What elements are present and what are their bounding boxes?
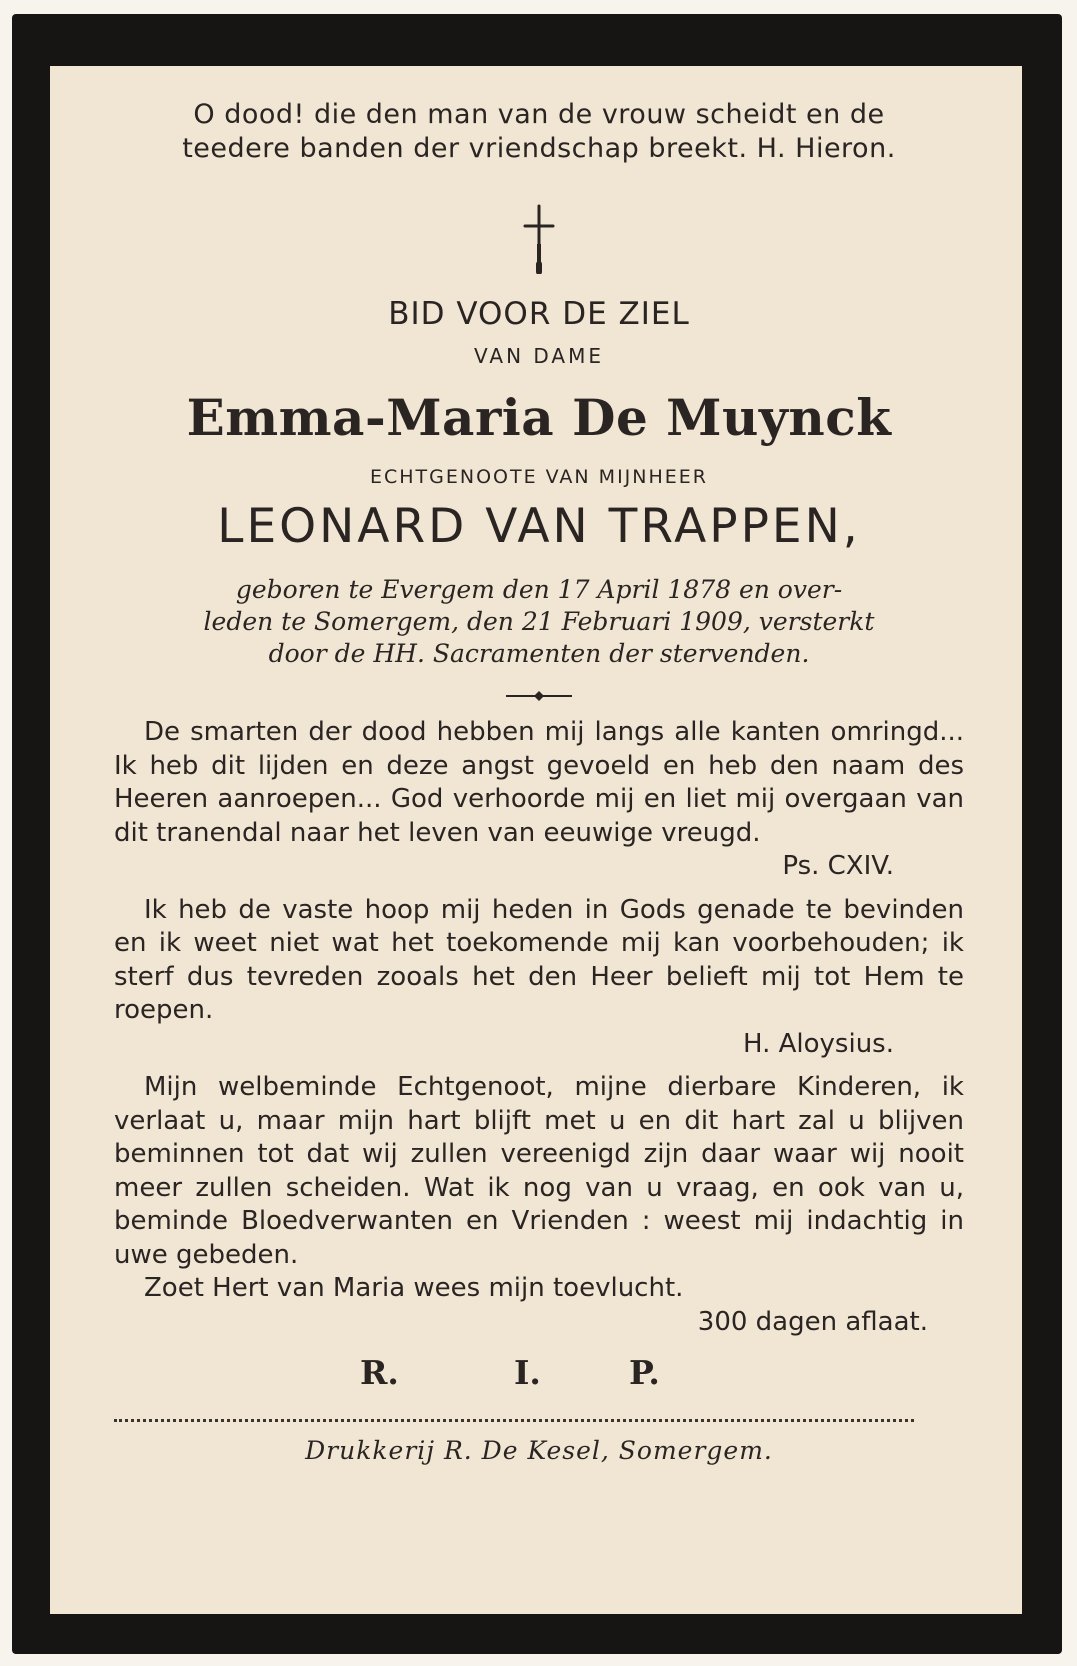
epigraph-line: O dood! die den man van de vrouw scheidt en de xyxy=(193,99,885,130)
prayer-text xyxy=(114,716,964,1339)
indulgence-note: 300 dagen aflaat. xyxy=(697,1306,928,1337)
passage-aloysius: Ik heb de vaste hoop mij heden in Gods genade te bevinden en ik weet niet wat het toekomende mij kan voorbehouden; ik sterf dus tevreden zooals het den Heer belieft mij tot Hem te roepen. xyxy=(114,894,964,1025)
life-dates-line: geboren te Evergem den 17 April 1878 en over- xyxy=(235,575,843,604)
title-label: VAN DAME xyxy=(473,344,605,368)
rip-letter: I. xyxy=(514,1353,541,1392)
rip-letter: P. xyxy=(629,1353,660,1392)
spouse-label: ECHTGENOOTE VAN MIJNHEER xyxy=(369,466,708,488)
passage-farewell: Mijn welbeminde Echtgenoot, mijne dierbare Kinderen, ik verlaat u, maar mijn hart blijft met u en dit hart zal u blijven beminnen tot dat wij zullen vereenigd zijn daar waar wij nooit meer zullen scheiden. Wat ik nog van u vraag, en ook van u, beminde Bloedverwanten en Vrienden : weest mij indachtig in uwe gebeden. xyxy=(114,1072,964,1270)
printer-imprint: Drukkerij R. De Kesel, Somergem. xyxy=(305,1436,773,1465)
deceased-name: Emma-Maria De Muynck xyxy=(186,388,892,447)
passage-psalm: De smarten der dood hebben mij langs alle kanten omringd... Ik heb dit lijden en deze angst gevoeld en heb den naam des Heeren aanroepen... God verhoorde mij en liet mij overgaan van dit tranendal naar het leven van eeuwige vreugd. xyxy=(114,717,964,848)
spouse-name: LEONARD VAN TRAPPEN, xyxy=(217,499,861,554)
attribution-aloysius: H. Aloysius. xyxy=(743,1028,894,1059)
rip-letter: R. xyxy=(360,1353,399,1392)
passage-invocation: Zoet Hert van Maria wees mijn toevlucht. xyxy=(144,1273,684,1303)
life-dates xyxy=(114,574,964,670)
rip-line xyxy=(114,1353,964,1393)
card-paper xyxy=(50,66,1022,1614)
ornament-divider-icon xyxy=(504,690,574,702)
memorial-card xyxy=(12,14,1062,1654)
prayer-heading: BID VOOR DE ZIEL xyxy=(388,296,690,332)
attribution-psalm: Ps. CXIV. xyxy=(782,851,894,881)
latin-cross-icon xyxy=(519,204,559,274)
epigraph-line: teedere banden der vriendschap breekt. H. Hieron. xyxy=(182,133,896,164)
life-dates-line: door de HH. Sacramenten der stervenden. xyxy=(268,639,810,668)
life-dates-line: leden te Somergem, den 21 Februari 1909, versterkt xyxy=(203,607,875,636)
epigraph xyxy=(114,98,964,166)
dotted-divider xyxy=(114,1419,914,1422)
